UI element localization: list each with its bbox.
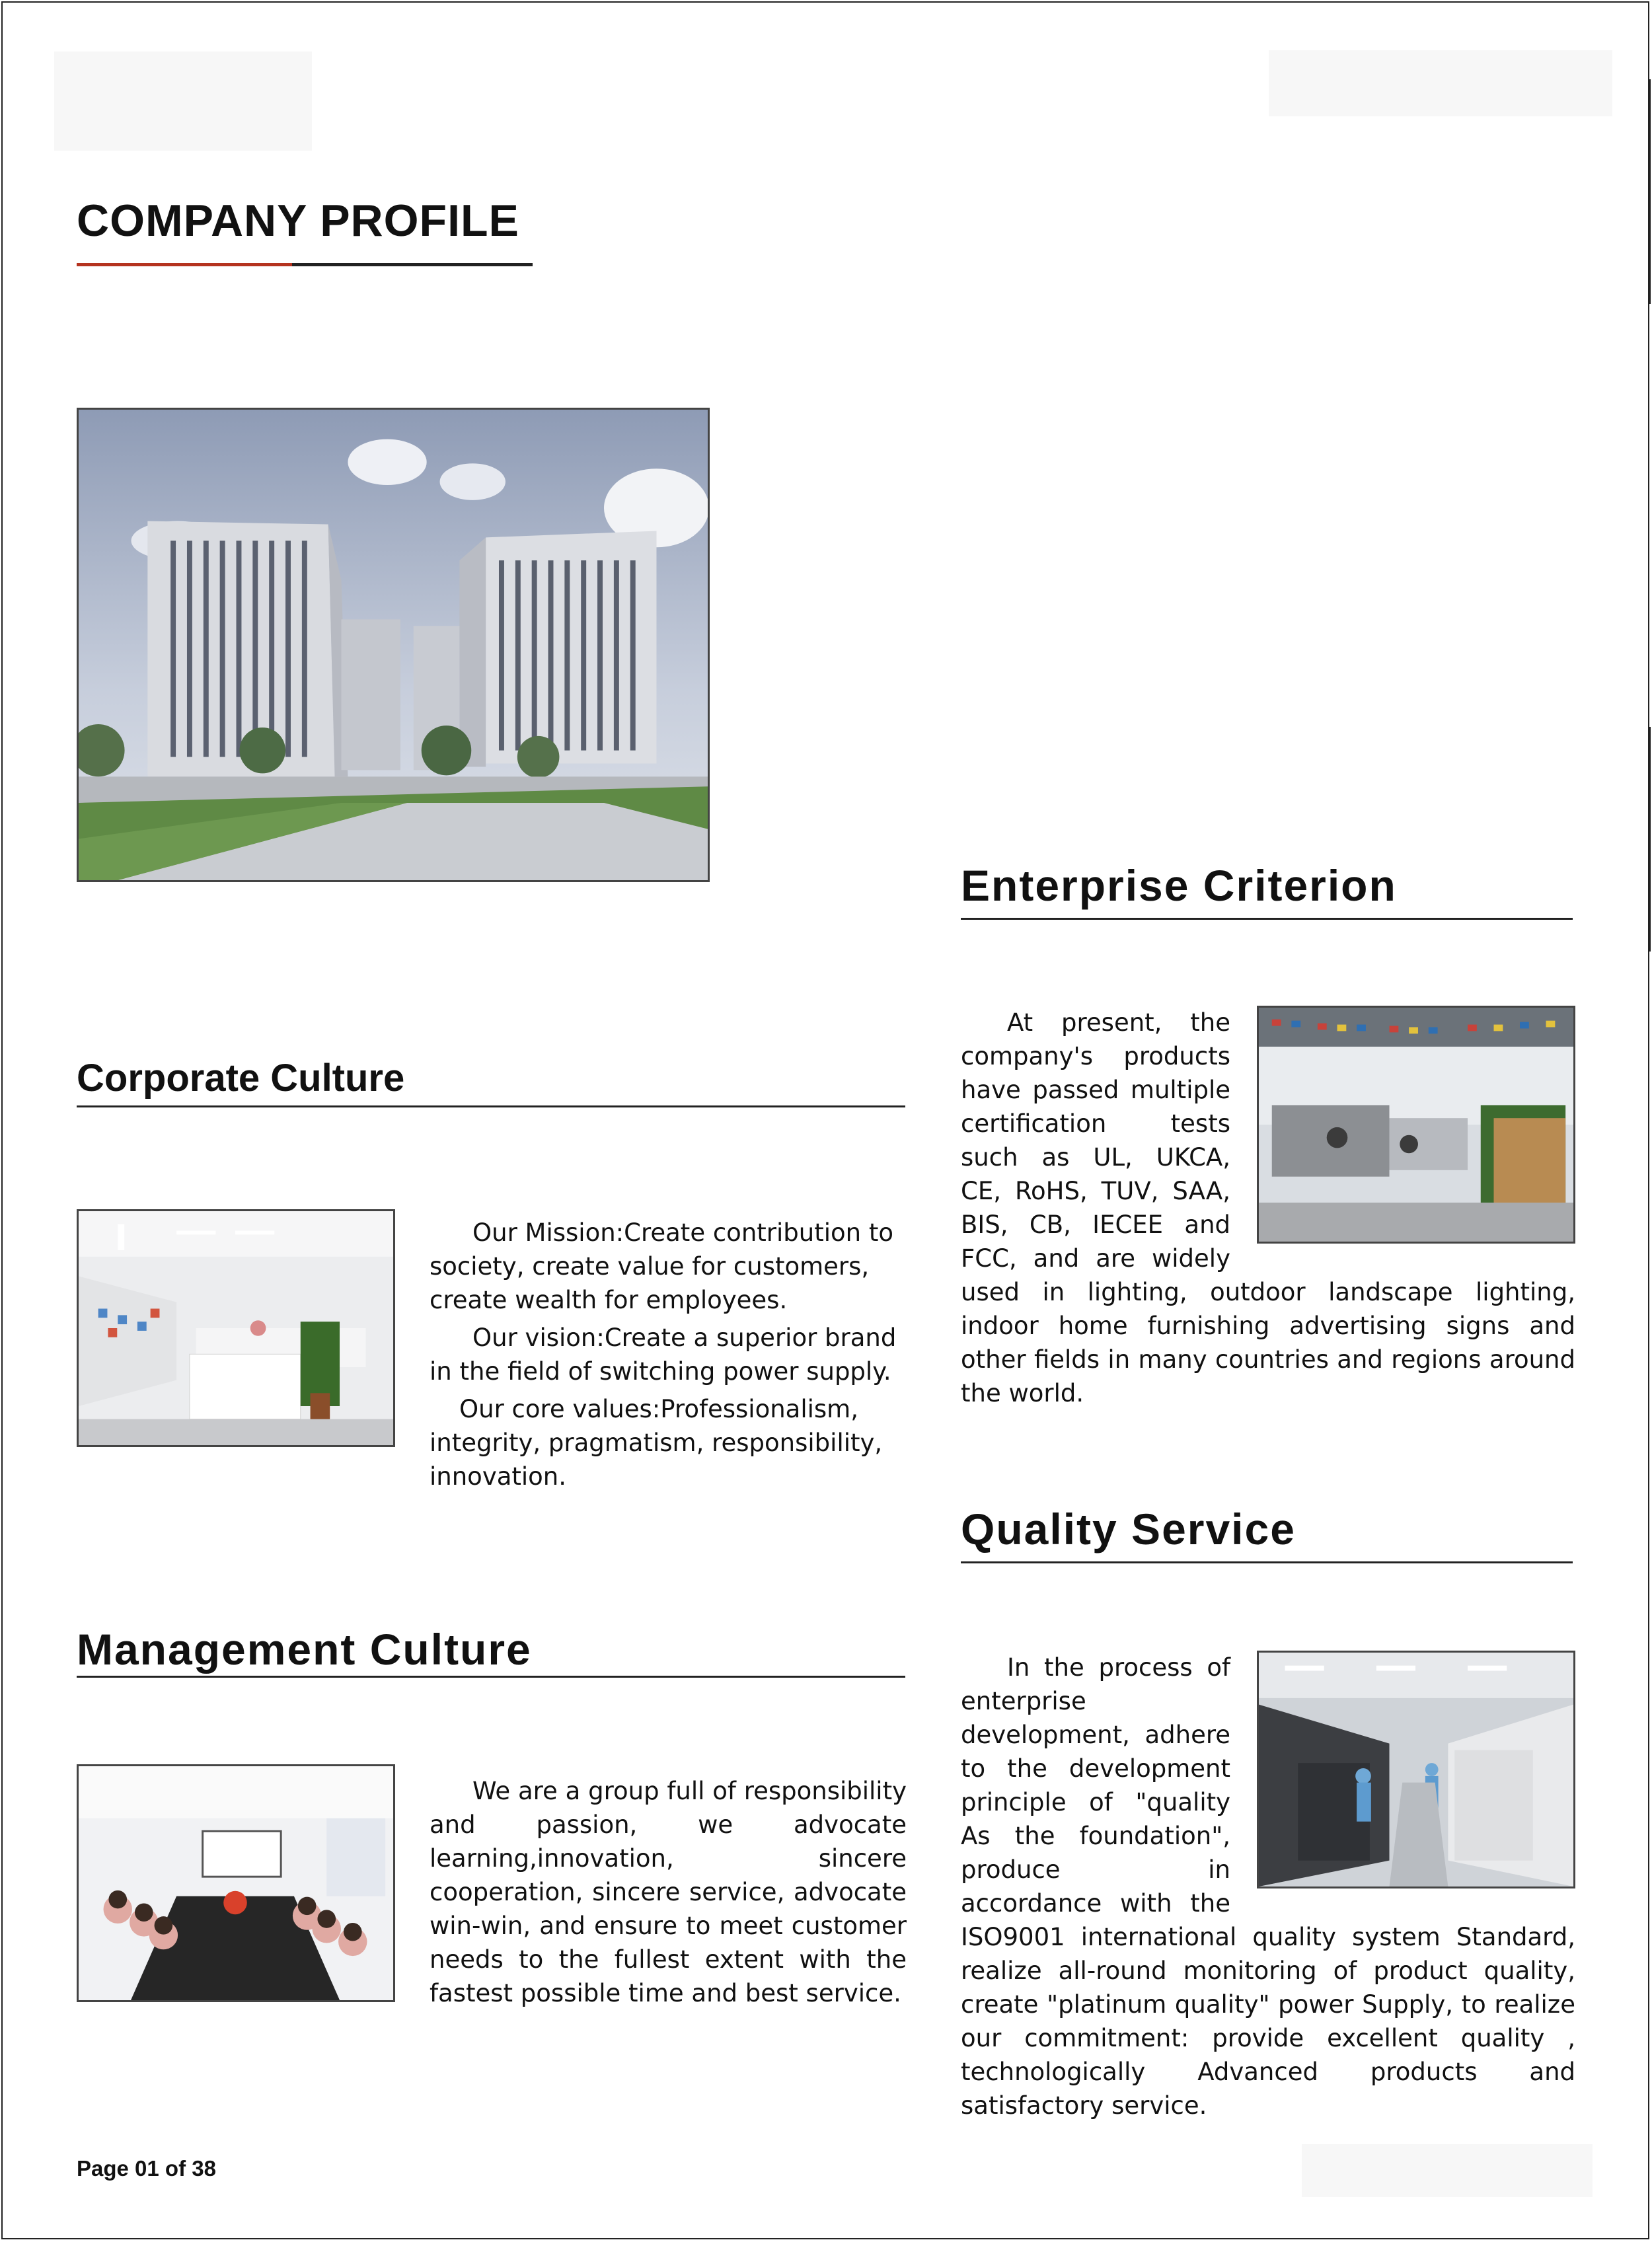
mission-text: Our Mission:Create contribution to society, create value for customers, create wealth for employees. — [430, 1218, 893, 1314]
enterprise-criterion-text: At present, the company's products have passed multiple certification tests such as UL, UKCA, CE, RoHS, TUV, SAA, BIS, CB, IECEE and FCC, and are widely used in lighting, outdoor landscape lighting, indoor home furnishing advertising signs and other fields in many countries and regions around the world. — [961, 1008, 1575, 1407]
header-info-placeholder — [1269, 50, 1612, 116]
quality-service-rule — [961, 1561, 1573, 1563]
reception-photo — [77, 1209, 395, 1447]
management-culture-text: We are a group full of responsibility and passion, we advocate learning,innovation, sincere cooperation, sincere service, advocate win-win, and ensure to meet customer needs to the fullest extent with the fastest possible time and best service. — [430, 1777, 907, 2007]
building-photo — [77, 408, 710, 882]
page-edge-mark — [1649, 79, 1651, 304]
corporate-culture-rule — [77, 1105, 905, 1107]
quality-service-body — [961, 1651, 1575, 2122]
header-logo-placeholder — [54, 52, 312, 151]
title-underline-accent — [77, 263, 292, 266]
management-culture-rule — [77, 1676, 905, 1678]
vision-text: Our vision:Create a superior brand in the field of switching power supply. — [430, 1324, 897, 1386]
core-values-text: Our core values:Professionalism, integrity, pragmatism, responsibility, innovation. — [430, 1395, 883, 1491]
page-number: Page 01 of 38 — [77, 2156, 216, 2181]
page-title: COMPANY PROFILE — [77, 196, 519, 246]
enterprise-criterion-title: Enterprise Criterion — [961, 861, 1397, 910]
footer-info-placeholder — [1302, 2144, 1593, 2197]
page-edge-mark — [1649, 727, 1651, 952]
corporate-culture-body — [430, 1216, 907, 1493]
management-culture-title: Management Culture — [77, 1625, 532, 1674]
office-photo — [1257, 1006, 1575, 1244]
factory-photo — [1257, 1651, 1575, 1888]
enterprise-criterion-body — [961, 1006, 1575, 1410]
corporate-culture-title: Corporate Culture — [77, 1057, 405, 1100]
enterprise-criterion-rule — [961, 918, 1573, 920]
meeting-photo — [77, 1764, 395, 2002]
management-culture-body — [430, 1774, 907, 2010]
quality-service-title: Quality Service — [961, 1505, 1296, 1553]
quality-service-text: In the process of enterprise development, adhere to the development principle of "quality As the foundation", produce in accordance with the ISO9001 international quality system Standard, realize all-round monitoring of product quality, create "platinum quality" power Supply, to realize our commitment: provide excellent quality , technologically Advanced products and satisfactory service. — [961, 1653, 1575, 2120]
